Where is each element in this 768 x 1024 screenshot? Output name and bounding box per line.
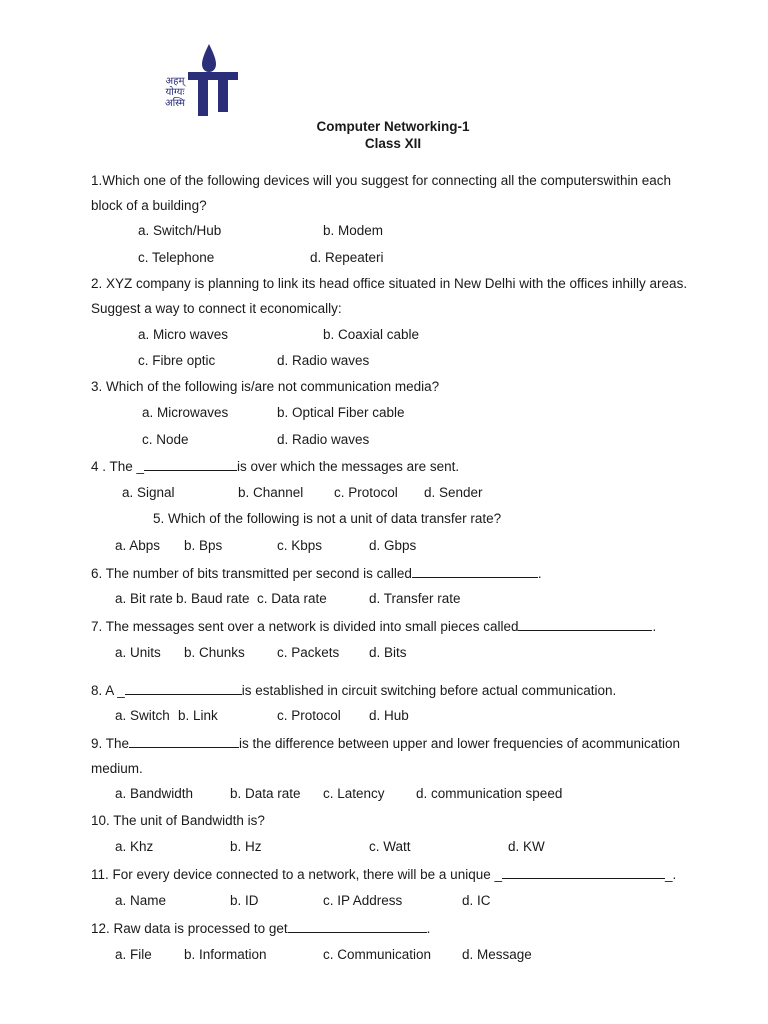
q11-option-c: c. IP Address [323, 893, 403, 908]
q8-answer-blank [125, 682, 242, 695]
q4-option-d: d. Sender [424, 485, 483, 500]
q7-option-a: a. Units [115, 645, 161, 660]
q12-option-c: c. Communication [323, 947, 432, 962]
logo-motto [152, 76, 198, 109]
q1-option-d: d. Repeateri [310, 250, 384, 265]
question-4-post: is over which the messages are sent. [237, 459, 460, 474]
question-4-text [91, 458, 459, 474]
q12-option-d: d. Message [462, 947, 532, 962]
question-3-text: 3. Which of the following is/are not communication media? [91, 379, 440, 394]
q11-option-a: a. Name [115, 893, 167, 908]
question-10-text: 10. The unit of Bandwidth is? [91, 813, 265, 828]
q3-option-c: c. Node [142, 432, 189, 447]
q1-option-a: a. Switch/Hub [138, 223, 222, 238]
q11-answer-blank [502, 866, 665, 879]
logo-motto-line1: अहम् [165, 76, 185, 87]
q5-option-b: b. Bps [184, 538, 223, 553]
page-subtitle: Class XII [364, 136, 422, 151]
q6-option-c: c. Data rate [257, 591, 327, 606]
q9-option-c: c. Latency [323, 786, 385, 801]
q12-option-b: b. Information [184, 947, 267, 962]
q11-option-d: d. IC [462, 893, 491, 908]
question-12-text [91, 920, 430, 936]
q9-option-d: d. communication speed [416, 786, 563, 801]
q2-option-a: a. Micro waves [138, 327, 229, 342]
question-9-text-cont: medium. [91, 761, 143, 776]
q5-option-a: a. Abps [115, 538, 161, 553]
question-9-text [91, 735, 680, 751]
question-12-pre: 12. Raw data is processed to get [91, 921, 288, 936]
q2-option-b: b. Coaxial cable [323, 327, 420, 342]
question-12-post: . [426, 921, 431, 936]
q6-option-a: a. Bit rate [115, 591, 173, 606]
q4-option-a: a. Signal [122, 485, 175, 500]
q8-option-c: c. Protocol [277, 708, 341, 723]
q8-option-a: a. Switch [115, 708, 170, 723]
q8-option-d: d. Hub [369, 708, 409, 723]
q2-option-c: c. Fibre optic [138, 353, 216, 368]
question-9-post: is the difference between upper and lower frequencies of acommunication [239, 736, 681, 751]
q10-option-d: d. KW [508, 839, 545, 854]
q12-answer-blank [288, 920, 427, 933]
q10-option-b: b. Hz [230, 839, 262, 854]
question-7-text [91, 618, 656, 634]
q8-option-b: b. Link [178, 708, 218, 723]
question-2-text-cont: Suggest a way to connect it economically: [91, 301, 342, 316]
q3-option-a: a. Microwaves [142, 405, 229, 420]
question-8-text [91, 682, 616, 698]
question-11-pre: 11. For every device connected to a network, there will be a unique _ [91, 867, 502, 882]
q3-option-d: d. Radio waves [277, 432, 370, 447]
question-11-post: _. [665, 867, 677, 882]
q7-option-c: c. Packets [277, 645, 340, 660]
q10-option-c: c. Watt [369, 839, 411, 854]
q4-option-c: c. Protocol [334, 485, 398, 500]
question-6-text [91, 565, 542, 581]
q9-answer-blank [129, 735, 239, 748]
q9-option-a: a. Bandwidth [115, 786, 194, 801]
question-7-pre: 7. The messages sent over a network is divided into small pieces called [91, 619, 519, 634]
q5-option-c: c. Kbps [277, 538, 323, 553]
q1-option-c: c. Telephone [138, 250, 215, 265]
q2-option-d: d. Radio waves [277, 353, 370, 368]
question-5-text: 5. Which of the following is not a unit of data transfer rate? [153, 511, 502, 526]
q7-answer-blank [518, 618, 652, 631]
q4-option-b: b. Channel [238, 485, 304, 500]
q5-option-d: d. Gbps [369, 538, 417, 553]
question-9-pre: 9. The [91, 736, 130, 751]
question-4-pre: 4 . The _ [91, 459, 145, 474]
q1-option-b: b. Modem [323, 223, 384, 238]
question-2-text: 2. XYZ company is planning to link its head office situated in New Delhi with the offices inhilly areas. [91, 276, 688, 291]
logo-motto-line2: योग्यः [165, 87, 185, 98]
q11-option-b: b. ID [230, 893, 259, 908]
q6-option-b: b. Baud rate [176, 591, 250, 606]
q7-option-d: d. Bits [369, 645, 407, 660]
school-logo [152, 42, 240, 120]
logo-motto-line3: अस्मि [164, 98, 186, 109]
question-6-pre: 6. The number of bits transmitted per second is called [91, 566, 412, 581]
q10-option-a: a. Khz [115, 839, 154, 854]
q3-option-b: b. Optical Fiber cable [277, 405, 405, 420]
q12-option-a: a. File [115, 947, 152, 962]
question-8-post: is established in circuit switching before actual communication. [241, 683, 617, 698]
q4-answer-blank [144, 458, 237, 471]
q6-option-d: d. Transfer rate [369, 591, 461, 606]
q7-option-b: b. Chunks [184, 645, 245, 660]
question-7-post: . [652, 619, 657, 634]
q6-answer-blank [412, 565, 538, 578]
question-1-text-cont: block of a building? [91, 198, 207, 213]
page-title: Computer Networking-1 [316, 119, 470, 134]
question-8-pre: 8. A _ [91, 683, 125, 698]
q9-option-b: b. Data rate [230, 786, 301, 801]
question-1-text: 1.Which one of the following devices will you suggest for connecting all the computerswithin each [91, 173, 672, 188]
question-6-post: . [537, 566, 542, 581]
question-11-text [91, 866, 676, 882]
